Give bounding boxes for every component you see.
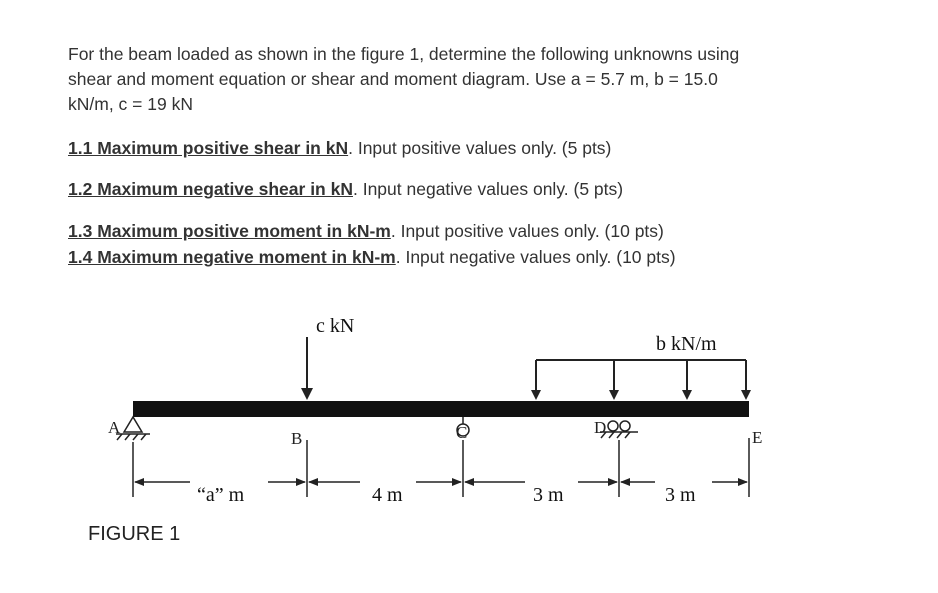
intro-line-1: For the beam loaded as shown in the figure 1, determine the following unknowns using — [68, 44, 740, 64]
point-label-a: A — [108, 418, 121, 437]
intro-line-3: kN/m, c = 19 kN — [68, 94, 193, 114]
question-text: . Input positive values only. (5 pts) — [348, 138, 612, 158]
distributed-load — [531, 360, 751, 400]
point-label-b: B — [291, 429, 303, 448]
question-heading: 1.4 Maximum negative moment in kN-m — [68, 247, 396, 267]
question-heading: 1.1 Maximum positive shear in kN — [68, 138, 349, 158]
point-label-c: C — [456, 423, 468, 442]
question-heading: 1.2 Maximum negative shear in kN — [68, 179, 353, 199]
point-load-label: c kN — [316, 315, 355, 337]
distributed-load-label: b kN/m — [656, 333, 717, 355]
dimension-label-a: “a” m — [197, 484, 245, 506]
question-heading: 1.3 Maximum positive moment in kN-m — [68, 221, 391, 241]
dimension-label-cd: 3 m — [533, 484, 564, 506]
question-text: . Input positive values only. (10 pts) — [390, 221, 664, 241]
point-label-d: D — [594, 418, 607, 437]
intro-line-2: shear and moment equation or shear and moment diagram. Use a = 5.7 m, b = 15.0 — [68, 69, 718, 89]
question-text: . Input negative values only. (5 pts) — [352, 179, 624, 199]
figure-caption: FIGURE 1 — [88, 523, 181, 545]
beam — [133, 401, 749, 417]
point-label-e: E — [752, 428, 763, 447]
point-load-arrow — [301, 337, 313, 400]
dimension-label-bc: 4 m — [372, 484, 403, 506]
dimension-label-de: 3 m — [665, 484, 696, 506]
pin-support-a — [116, 417, 150, 440]
question-text: . Input negative values only. (10 pts) — [395, 247, 676, 267]
